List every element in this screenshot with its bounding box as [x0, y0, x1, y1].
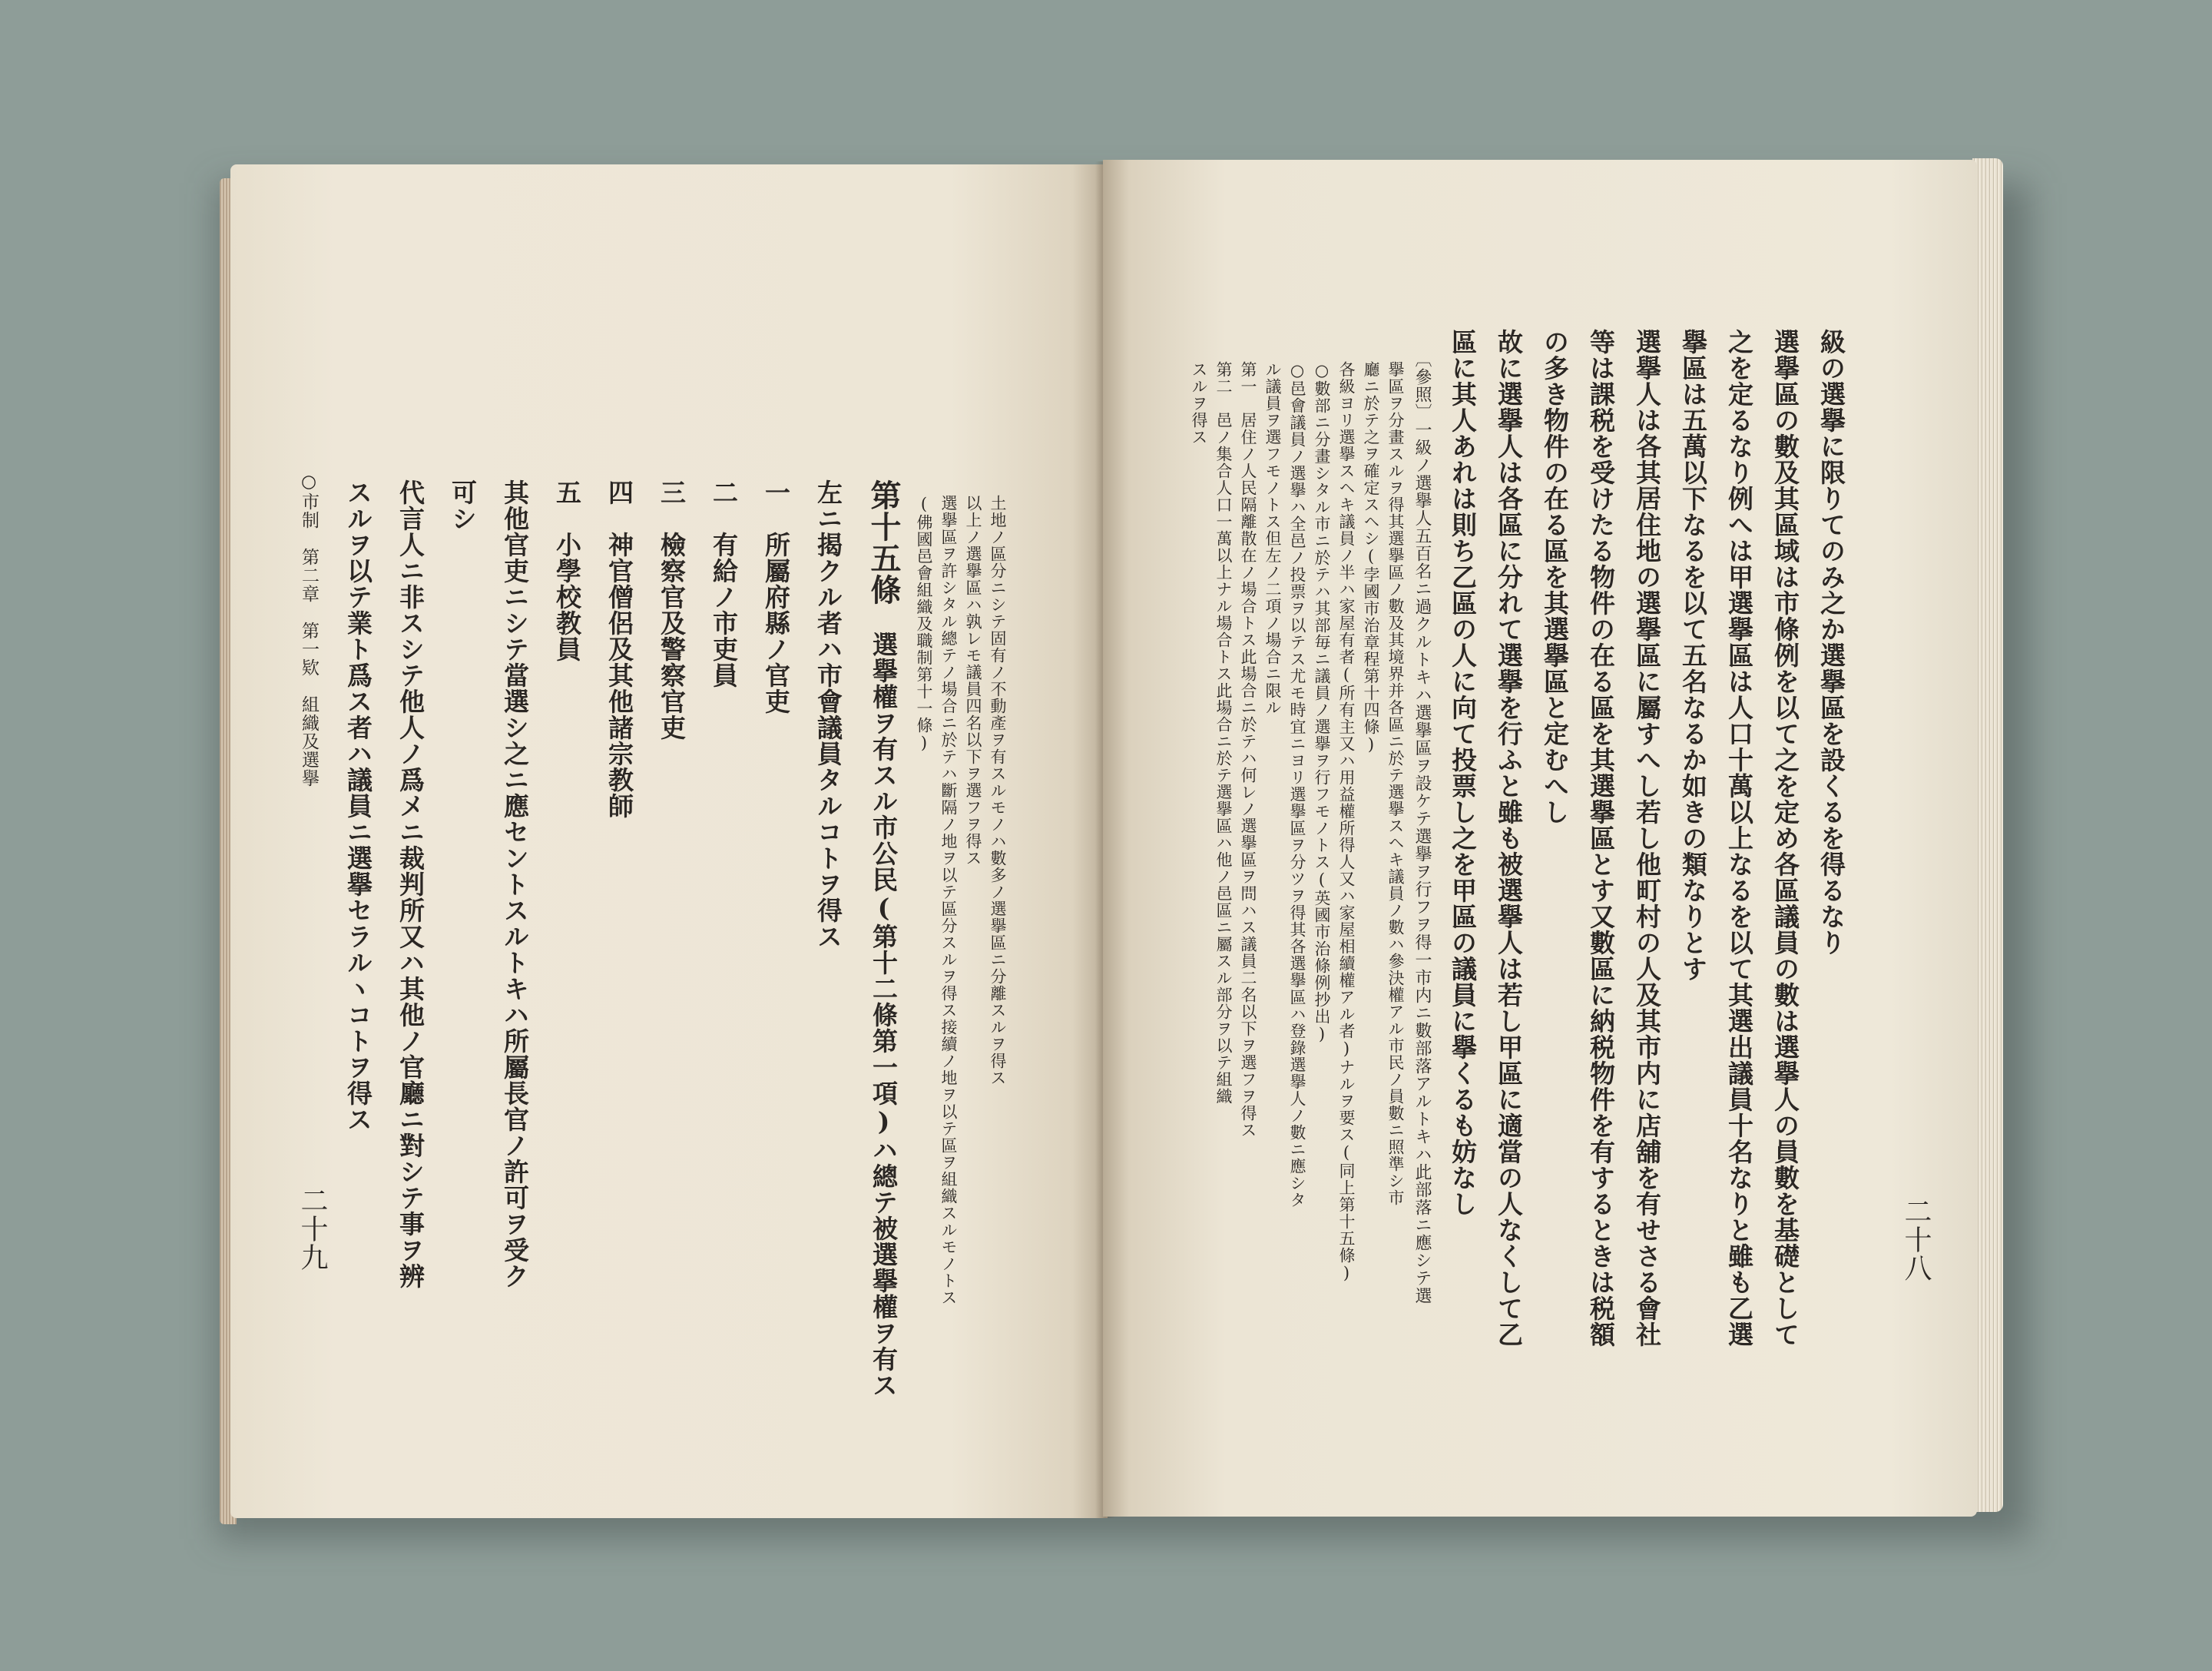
body-line-1: 級の選擧に限りてのみ之か選擧區を設くるを得るなり	[1816, 329, 1846, 956]
reference-line-7: ル議員ヲ選フモノトス但左ノ二項ノ場合ニ限ル	[1263, 361, 1282, 716]
list-item-2	[711, 479, 737, 688]
reference-text-1: 一級ノ選擧人五百名ニ過クルトキハ選擧區ヲ設ケテ選擧ヲ行フヲ得一市内ニ數部落アルトキハ此部落ニ應シテ選	[1412, 421, 1432, 1305]
article-line-2: 左ニ揭クル者ハ市會議員タルコトヲ得ス	[813, 479, 843, 950]
reference-line-3: 廳ニ於テ之ヲ確定スヘシ(孛國市治章程第十四條)	[1362, 361, 1380, 754]
list-item-5-text: 小學校教員	[552, 532, 582, 662]
closing-line-1: 其他官吏ニシテ當選シ之ニ應セントスルトキハ所屬長官ノ許可ヲ受ク	[500, 479, 530, 1289]
reference-line-1	[1413, 350, 1430, 1305]
reference-line-2: 擧區ヲ分畫スルヲ得其選擧區ノ數及其境界并各區ニ於テ選擧スヘキ議員ノ數ハ參決權アル市民ノ員數ニ照準シ市	[1386, 361, 1405, 1206]
left-page	[230, 164, 1108, 1518]
article-15-line	[866, 479, 902, 1398]
list-item-4	[604, 479, 634, 819]
list-item-3-text: 檢察官及警察官吏	[657, 532, 687, 741]
reference-label: 〔參照〕	[1412, 350, 1432, 421]
list-item-5-number: 五	[552, 479, 582, 506]
reference-line-9: 第二 邑ノ集合人口一萬以上ナル場合トス此場合ニ於テ選擧區ハ他ノ邑區ニ屬スル部分ヲ以テ組織	[1214, 361, 1233, 1105]
left-page-number: 二十九	[296, 1186, 328, 1271]
list-item-4-text: 神官僧侶及其他諸宗教師	[604, 532, 634, 819]
reference-line-6: ○邑會議員ノ選擧ハ全邑ノ投票ヲ以テス尤モ時宜ニヨリ選擧區ヲ分ツヲ得其各選擧區ハ登錄選擧人ノ數ニ應シタ	[1288, 361, 1306, 1208]
article-title: 第十五條	[866, 479, 902, 605]
note-line-2: 以上ノ選擧區ハ孰レモ議員四名以下ヲ選フヲ得ス	[964, 495, 982, 867]
right-page-edges	[1972, 158, 2003, 1512]
list-item-3-number: 三	[657, 479, 687, 506]
list-item-4-number: 四	[604, 479, 634, 506]
body-line-7: の多き物件の在る區を其選擧區と定むへし	[1540, 329, 1570, 825]
note-line-4: (佛國邑會組織及職制第十一條)	[915, 495, 933, 753]
right-page	[1103, 160, 1977, 1517]
list-item-1	[763, 479, 789, 714]
closing-line-3: 代言人ニ非スシテ他人ノ爲メニ裁判所又ハ其他ノ官廳ニ對シテ事ヲ辨	[396, 479, 426, 1289]
body-line-3: 之を定るなり例へは甲選擧區は人口十萬以上なるを以て其選出議員十名なりと雖も乙選	[1724, 329, 1754, 1348]
running-head: ○市制 第二章 第一欵 組織及選擧	[299, 472, 319, 787]
list-item-2-text: 有給ノ市吏員	[709, 532, 739, 688]
reference-line-10: スルヲ得ス	[1190, 361, 1208, 446]
closing-line-2: 可シ	[448, 479, 478, 532]
closing-line-4: スルヲ以テ業ト爲ス者ハ議員ニ選擧セラルヽコトヲ得ス	[343, 479, 373, 1132]
reference-line-8: 第一 居住ノ人民隔離散在ノ場合トス此場合ニ於テハ何レノ選擧區ヲ問ハス議員二名以下ヲ選フヲ得ス	[1239, 361, 1257, 1139]
list-item-5	[552, 479, 582, 662]
body-line-2: 選擧區の數及其區域は市條例を以て之を定め各區議員の數は選擧人の員數を基礎として	[1770, 329, 1800, 1348]
reference-line-4: 各級ヨリ選擧スヘキ議員ノ半ハ家屋有者(所有主又ハ用益權所得人又ハ家屋相續權アル者)ナルヲ要ス(同上第十五條)	[1337, 361, 1356, 1283]
right-page-number: 二十八	[1900, 1197, 1932, 1282]
list-item-1-text: 所屬府縣ノ官吏	[761, 532, 791, 714]
article-line-1: 選擧權ヲ有スル市公民(第十二條第一項)ハ總テ被選擧權ヲ有ス	[869, 632, 899, 1398]
note-line-3: 選擧區ヲ許シタル總テノ場合ニ於テハ斷隔ノ地ヲ以テ區分スルヲ得ス接續ノ地ヲ以テ區ヲ組織スルモノトス	[939, 495, 958, 1306]
note-line-1: 土地ノ區分ニシテ固有ノ不動產ヲ有スルモノハ數多ノ選擧區ニ分離スルヲ得ス	[988, 495, 1007, 1086]
list-item-2-number: 二	[709, 479, 739, 506]
reference-line-5: ○數部ニ分畫シタル市ニ於テハ其部毎ニ議員ノ選擧ヲ行フモノトス(英國市治條例抄出)	[1313, 361, 1331, 1044]
list-item-1-number: 一	[761, 479, 791, 506]
body-line-8: 故に選擧人は各區に分れて選擧を行ふと雖も被選擧人は若し甲區に適當の人なくして乙	[1494, 329, 1524, 1348]
body-line-4: 擧區は五萬以下なるを以て五名なるか如きの類なりとす	[1678, 329, 1708, 982]
body-line-9: 區に其人あれは則ち乙區の人に向て投票し之を甲區の議員に擧くるも妨なし	[1448, 329, 1478, 1217]
list-item-3	[657, 479, 687, 741]
body-line-5: 選擧人は各其居住地の選擧區に屬すへし若し他町村の人及其市内に店舖を有せさる會社	[1632, 329, 1662, 1348]
body-line-6: 等は課税を受けたる物件の在る區を其選擧區とす又數區に納税物件を有するときは税額	[1586, 329, 1616, 1348]
